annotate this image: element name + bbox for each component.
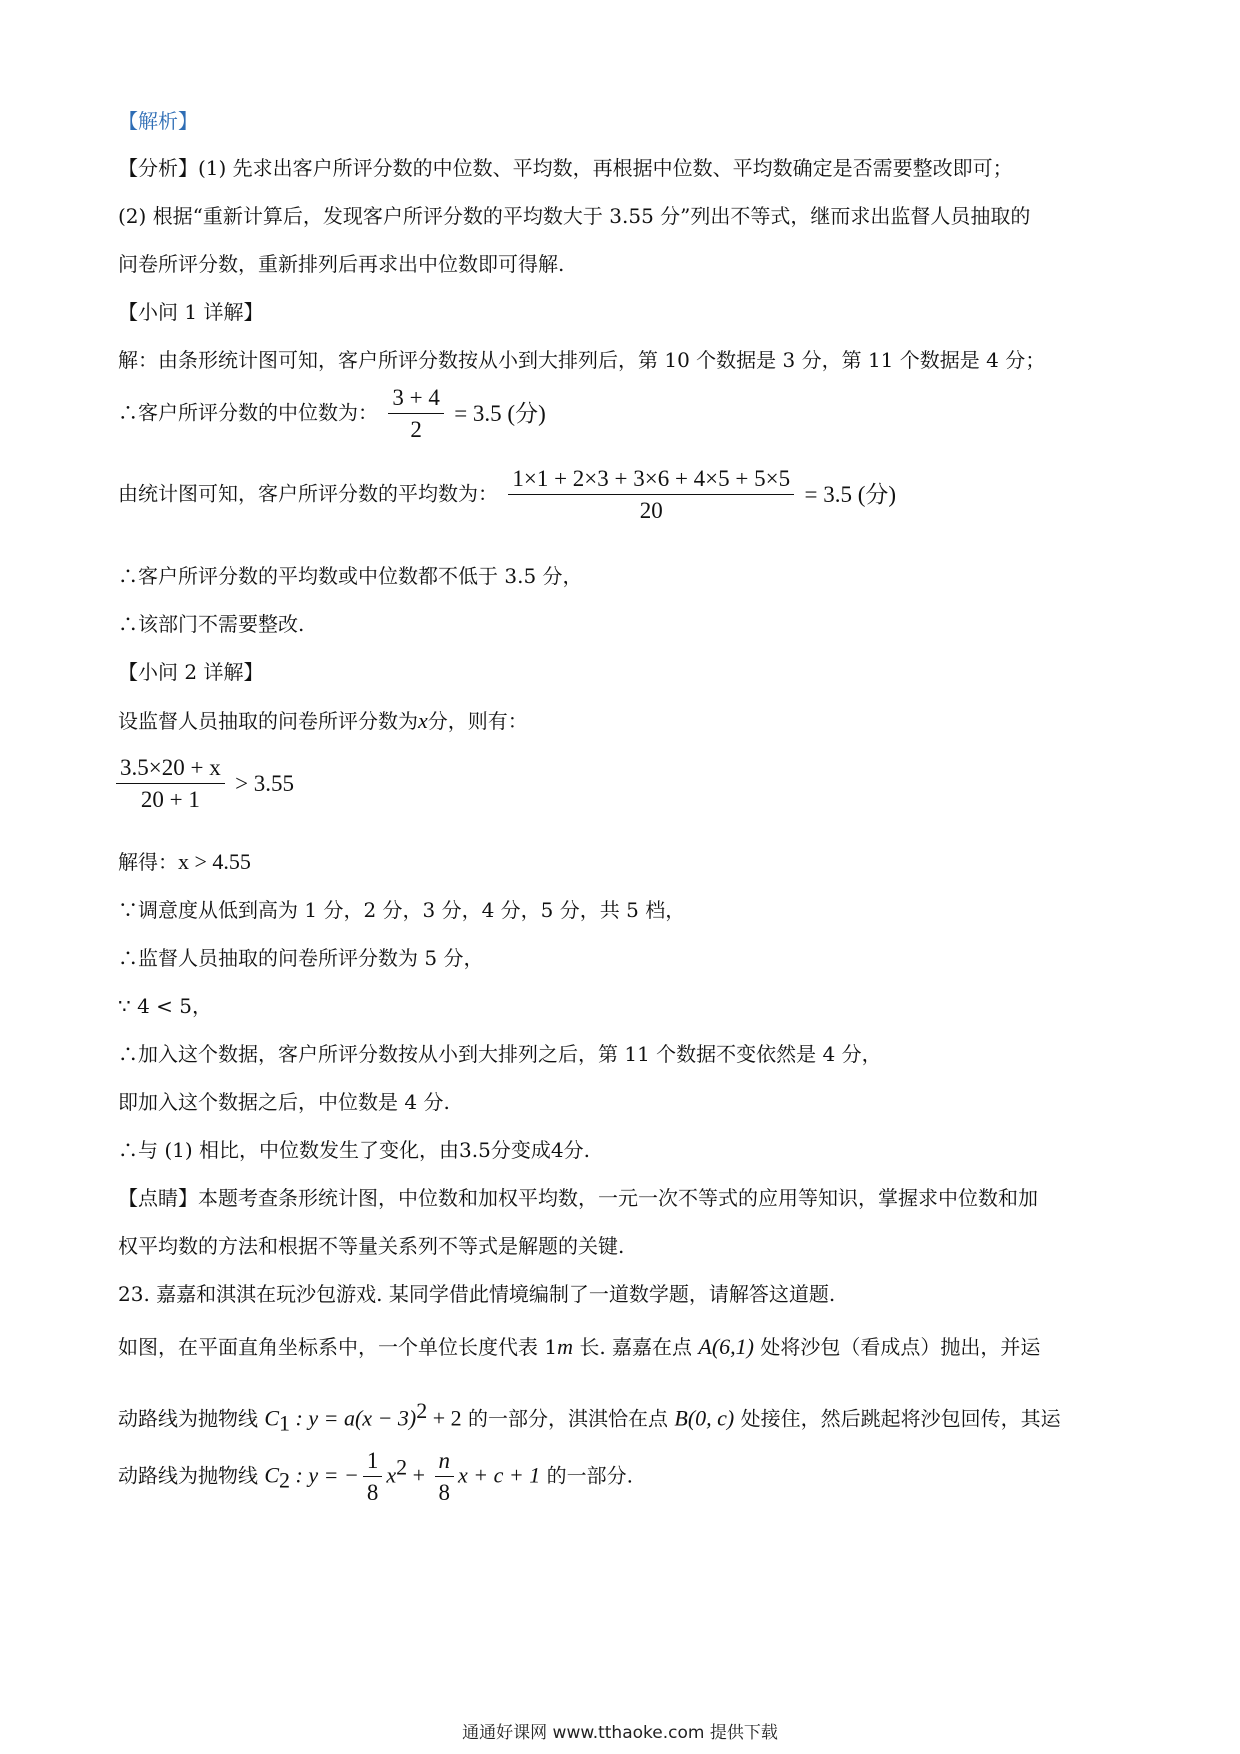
- inequality-line: [112, 755, 294, 813]
- p23-line3-a: 动路线为抛物线: [118, 1406, 265, 1431]
- q1-line-5: ∴该部门不需要整改.: [118, 612, 305, 636]
- p23-line3-b: 的一部分，淇淇恰在点: [461, 1406, 675, 1431]
- p23-line4-a: 动路线为抛物线: [118, 1463, 265, 1488]
- p23-line2-a: 如图，在平面直角坐标系中，一个单位长度代表 1: [118, 1335, 558, 1359]
- curve-c2: C: [264, 1462, 280, 1488]
- c2-fraction-2: [435, 1448, 455, 1506]
- mean-prefix: 由统计图可知，客户所评分数的平均数为：: [118, 481, 498, 506]
- c2-equation-a: : y = −: [290, 1462, 359, 1488]
- c2-fraction-1-num: 1: [363, 1448, 383, 1477]
- analysis-line-3: 问卷所评分数，重新排列后再求出中位数即可得解.: [118, 252, 565, 276]
- problem-23-line-4: [118, 1448, 633, 1506]
- solve-prefix: 解得：: [118, 850, 178, 874]
- median-fraction: [388, 385, 443, 443]
- q2-line-8: ∴与 (1) 相比，中位数发生了变化，由3.5分变成4分.: [118, 1138, 590, 1162]
- problem-23-line-1: 23. 嘉嘉和淇淇在玩沙包游戏. 某同学借此情境编制了一道数学题，请解答这道题.: [118, 1282, 836, 1306]
- q2-title: 【小问 2 详解】: [118, 660, 264, 684]
- median-numerator: 3 + 4: [388, 385, 443, 414]
- q2-line-1: [118, 707, 528, 736]
- point-b: B(0, c): [674, 1405, 735, 1431]
- comment-line-1: 【点睛】本题考查条形统计图，中位数和加权平均数，一元一次不等式的应用等知识，掌握求中位数和加: [118, 1186, 1038, 1210]
- median-denominator: 2: [410, 417, 422, 443]
- p23-line2-b: 长. 嘉嘉在点: [572, 1335, 699, 1359]
- inequality-result: > 3.55: [235, 770, 295, 796]
- q2-line-3: ∵调意度从低到高为 1 分，2 分，3 分，4 分，5 分，共 5 档，: [118, 898, 686, 922]
- c2-x-sup: 2: [396, 1454, 408, 1480]
- q2-line-6: ∴加入这个数据，客户所评分数按从小到大排列之后，第 11 个数据不变依然是 4 分，: [118, 1042, 882, 1066]
- mean-denominator: 20: [639, 498, 663, 524]
- inequality-denominator: 20 + 1: [140, 787, 200, 813]
- q2-line-1-b: 分，则有：: [427, 709, 528, 733]
- q1-line-4: ∴客户所评分数的平均数或中位数都不低于 3.5 分，: [118, 564, 583, 588]
- c1-equation-a: : y = a(x − 3): [290, 1405, 417, 1431]
- c2-fraction-2-num: n: [435, 1448, 455, 1477]
- c1-equation-b: + 2: [427, 1405, 462, 1431]
- solve-expression: x > 4.55: [178, 849, 251, 874]
- q1-mean-line: [118, 466, 896, 524]
- q2-line-7: 即加入这个数据之后，中位数是 4 分.: [118, 1090, 450, 1114]
- median-result: = 3.5 (分): [454, 400, 546, 426]
- q1-title: 【小问 1 详解】: [118, 300, 264, 324]
- q1-line-1: 解：由条形统计图可知，客户所评分数按从小到大排列后，第 10 个数据是 3 分，第 11 个数据是 4 分；: [118, 348, 1046, 372]
- curve-c2-sub: 2: [279, 1467, 291, 1493]
- analysis-line-1: 【分析】(1) 先求出客户所评分数的中位数、平均数，再根据中位数、平均数确定是否需要整改即可；: [118, 156, 1013, 180]
- point-a: A(6,1): [698, 1334, 755, 1359]
- problem-23-line-2: [118, 1333, 1040, 1362]
- c2-fraction-1-den: 8: [366, 1480, 379, 1506]
- q2-line-1-a: 设监督人员抽取的问卷所评分数为: [118, 709, 418, 733]
- curve-c1: C: [264, 1405, 280, 1431]
- p23-line2-c: 处将沙包（看成点）抛出，并运: [754, 1335, 1041, 1359]
- median-prefix: ∴客户所评分数的中位数为：: [118, 400, 378, 425]
- mean-fraction: [508, 466, 794, 524]
- analysis-heading: 【解析】: [118, 109, 198, 133]
- unit-m: m: [557, 1334, 573, 1359]
- q2-line-5: ∵ 4 < 5，: [118, 994, 213, 1018]
- comment-line-2: 权平均数的方法和根据不等量关系列不等式是解题的关键.: [118, 1234, 625, 1258]
- curve-c1-sub: 1: [279, 1410, 291, 1436]
- analysis-line-2: (2) 根据“重新计算后，发现客户所评分数的平均数大于 3.55 分”列出不等式，继而求出监督人员抽取的: [118, 204, 1031, 228]
- mean-numerator: 1×1 + 2×3 + 3×6 + 4×5 + 5×5: [508, 466, 794, 495]
- c2-fraction-2-den: 8: [438, 1480, 451, 1506]
- problem-23-line-3: [118, 1397, 1061, 1438]
- page-footer: 通通好课网 www.tthaoke.com 提供下载: [462, 1723, 778, 1743]
- c2-equation-b: x + c + 1: [458, 1462, 541, 1488]
- c2-plus: +: [407, 1462, 431, 1488]
- c2-fraction-1: [363, 1448, 383, 1506]
- mean-result: = 3.5 (分): [804, 481, 897, 507]
- q1-median-line: [118, 385, 546, 443]
- solve-line: [118, 848, 251, 877]
- variable-x: x: [418, 708, 428, 733]
- c2-x: x: [386, 1462, 397, 1488]
- p23-line4-b: 的一部分.: [540, 1463, 633, 1488]
- p23-line3-c: 处接住，然后跳起将沙包回传，其运: [734, 1406, 1061, 1431]
- q2-line-4: ∴监督人员抽取的问卷所评分数为 5 分，: [118, 946, 484, 970]
- inequality-fraction: [116, 755, 225, 813]
- c1-equation-sup: 2: [416, 1398, 428, 1423]
- inequality-numerator: 3.5×20 + x: [116, 755, 225, 784]
